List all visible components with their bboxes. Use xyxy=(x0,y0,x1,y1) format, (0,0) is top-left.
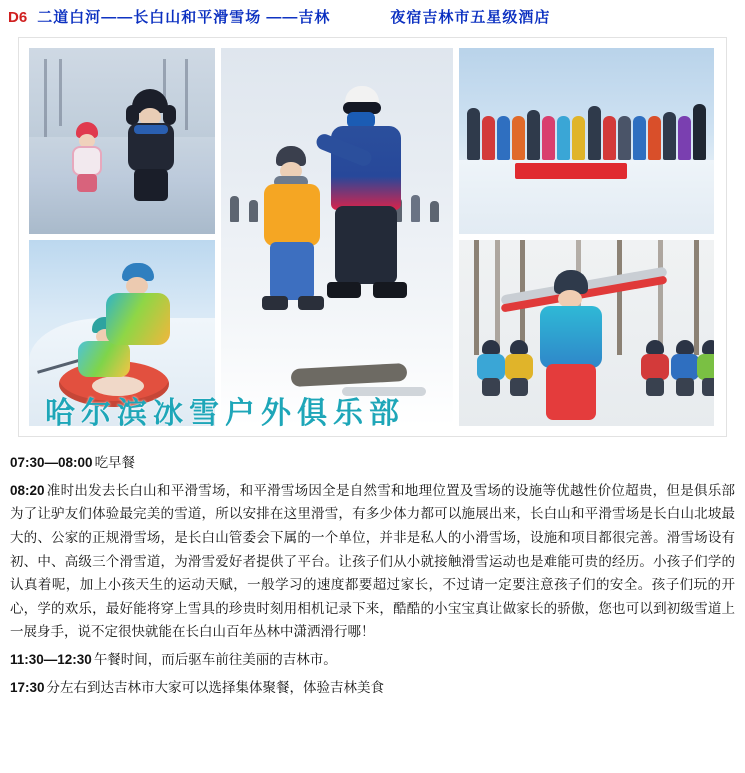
ski-instructor xyxy=(323,86,417,373)
photo-kids-carrying-skis xyxy=(459,240,714,426)
group-banner xyxy=(515,163,627,179)
day-code: D6 xyxy=(8,9,28,26)
route-title: 二道白河——长白山和平滑雪场 ——吉林 xyxy=(37,9,331,26)
child-in-dark-suit xyxy=(122,89,180,201)
child-learner xyxy=(258,146,332,373)
itinerary-time: 08:20 xyxy=(10,482,45,498)
club-watermark: 哈尔滨冰雪户外俱乐部 xyxy=(45,396,405,431)
itinerary-text: 准时出发去长白山和平滑雪场，和平滑雪场因全是自然雪和地理位置及雪场的设施等优越性价位超贵，但是俱乐部为了让驴友们体验最完美的雪道，所以安排在这里滑雪，有多少体力都可以施展出来，长白山和平滑雪场是长白山北坡最大的、公家的正规滑雪场，是长白山管委会下属的一个单位，并非是私人的小滑雪场，设施和项目都很完善。滑雪场设有初、中、高级三个滑雪道，为滑雪爱好者提供了平台。让孩子们从小就接触滑雪运动也是难能可贵的经历。小孩子们学的认真着呢，加上小孩天生的运动天赋，一般学习的速度都要超过家长，不过请一定要注意孩子们的安全。孩子们玩的开心，学的欢乐，最好能将穿上雪具的珍贵时刻用相机记录下来，酷酷的小宝宝真让做家长的骄傲，您也可以到初级雪道上一展身手，说不定很快就能在长白山百年丛林中潇洒滑行哪！ xyxy=(10,482,735,640)
hotel-note: 夜宿吉林市五星级酒店 xyxy=(390,9,551,26)
itinerary-time: 07:30—08:00 xyxy=(10,455,93,470)
child-in-red-suit xyxy=(70,122,104,192)
child-carrying-skis xyxy=(530,270,616,415)
itinerary-item xyxy=(10,676,735,700)
itinerary-time: 11:30—12:30 xyxy=(10,652,92,667)
itinerary-item xyxy=(10,648,735,672)
child-background-3 xyxy=(638,340,672,396)
itinerary-item xyxy=(10,479,735,644)
itinerary-text: 午餐时间，而后驱车前往美丽的吉林市。 xyxy=(93,652,337,667)
child-background-2 xyxy=(502,340,536,396)
photo-collage xyxy=(18,37,727,437)
itinerary-text: 吃早餐 xyxy=(94,455,136,470)
itinerary-list xyxy=(10,451,735,699)
adult-rider xyxy=(96,263,182,355)
page-header xyxy=(0,0,745,29)
child-background-5 xyxy=(694,340,714,396)
itinerary-text: 分左右到达吉林市大家可以选择集体聚餐，体验吉林美食 xyxy=(46,679,385,695)
photo-group-banner xyxy=(459,48,714,234)
itinerary-item xyxy=(10,451,735,475)
photo-instructor-teaching-child xyxy=(221,48,453,426)
photo-two-kids-snow xyxy=(29,48,215,234)
itinerary-time: 17:30 xyxy=(10,679,45,695)
